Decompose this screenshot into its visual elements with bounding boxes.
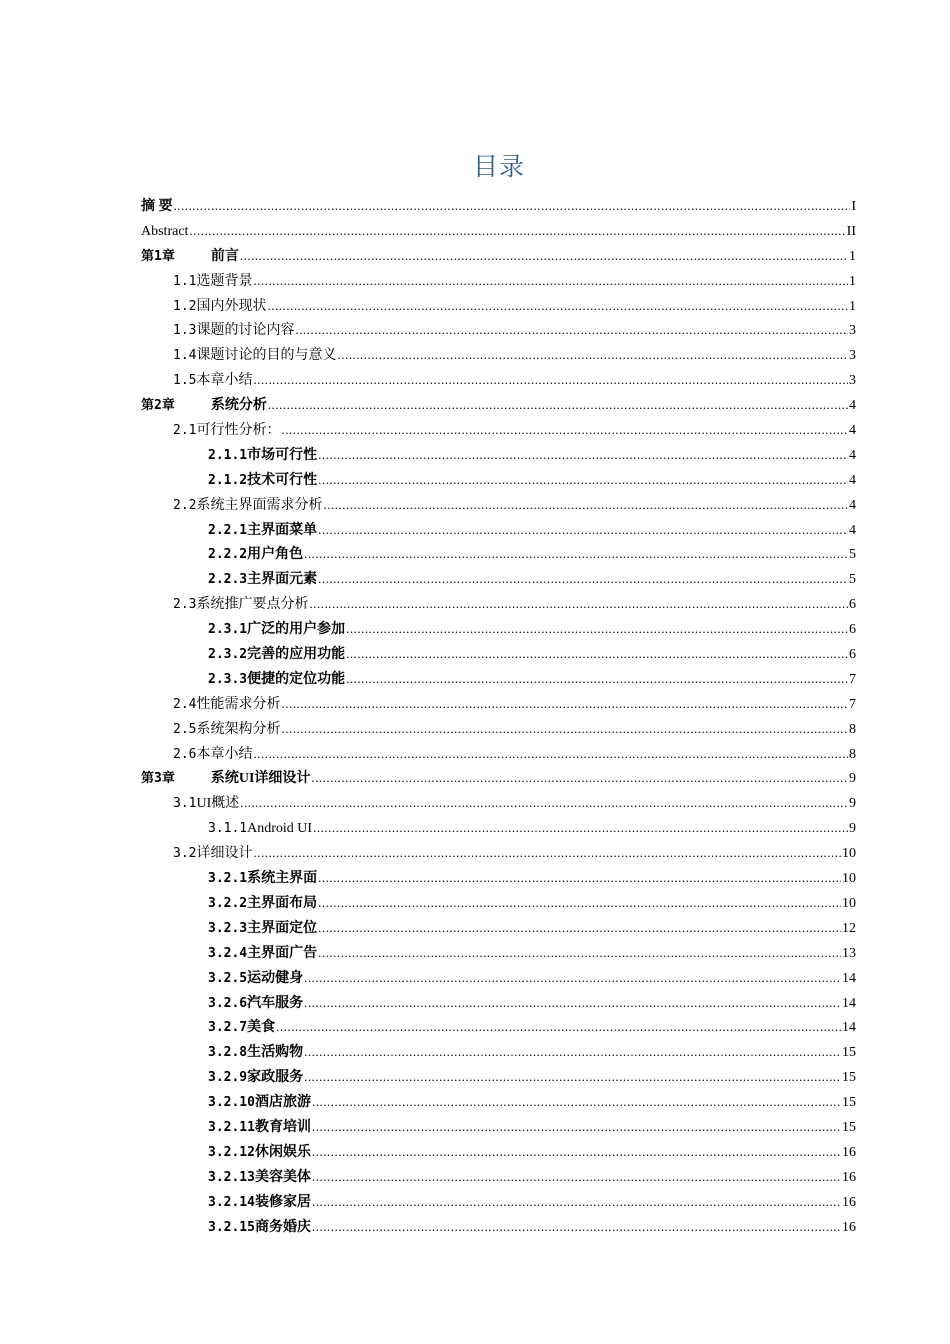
toc-entry-text: 教育培训 [254,1119,311,1135]
toc-entry-page-number: 3 [849,323,856,339]
toc-entry-page-number: 4 [849,398,856,414]
toc-entry[interactable] [141,742,856,767]
toc-entry-text: 市场可行性 [247,447,318,463]
toc-entry-label [173,718,280,743]
toc-entry[interactable] [141,667,856,692]
toc-entry[interactable] [141,816,856,841]
toc-entry-text: 主界面广告 [247,945,318,961]
toc-entry-text: 美容美体 [254,1169,311,1185]
dot-leader [312,1190,841,1215]
toc-entry-text: Abstract [141,223,189,239]
toc-entry[interactable] [141,1040,856,1065]
toc-entry[interactable] [141,244,856,269]
toc-entry-text: 本章小结 [196,373,253,389]
toc-title: 目录 [472,152,525,181]
dot-leader [312,1165,841,1190]
toc-entry-number: 3.1 [173,796,197,812]
toc-entry-label [173,593,308,618]
toc-entry-label [208,1191,311,1216]
toc-entry-page-number: 3 [849,348,856,364]
toc-entry-page-number: 15 [842,1119,856,1135]
toc-entry-number: 2.3.2 [208,647,248,663]
dot-leader [318,567,848,592]
toc-entry-text: 前言 [210,248,239,264]
toc-entry-text: 美食 [247,1020,276,1036]
toc-entry-number: 3.1.1 [208,821,248,837]
toc-entry-label [208,643,345,668]
dot-leader [304,1065,841,1090]
toc-entry[interactable] [141,1090,856,1115]
dot-leader [304,1040,841,1065]
toc-entry-number: 3.2.13 [208,1169,255,1185]
toc-entry-page-number: 10 [842,871,856,887]
toc-entry-label [208,469,317,494]
toc-entry[interactable] [141,592,856,617]
toc-entry-text: 系统主界面 [247,871,318,887]
toc-entry-number: 3.2.15 [208,1219,255,1235]
toc-entry[interactable] [141,1065,856,1090]
toc-entry-text: 生活购物 [247,1045,304,1061]
dot-leader [189,219,845,244]
toc-entry-number: 2.5 [173,721,197,737]
toc-entry[interactable] [141,692,856,717]
dot-leader [346,642,848,667]
toc-entry-page-number: 4 [849,472,856,488]
dot-leader [318,518,848,543]
toc-entry-number: 3.2.10 [208,1095,255,1111]
dot-leader [240,244,848,269]
toc-entry-text: 可行性分析： [196,423,281,439]
dot-leader [312,1115,841,1140]
toc-entry-page-number: 4 [849,497,856,513]
toc-entry[interactable] [141,343,856,368]
toc-entry-number: 2.1 [173,423,197,439]
toc-entry-page-number: 6 [849,622,856,638]
toc-entry-page-number: 15 [842,1045,856,1061]
toc-entry-label [208,967,303,992]
toc-entry[interactable] [141,567,856,592]
toc-entry-number: 3.2.6 [208,995,248,1011]
toc-entry-page-number: 16 [842,1194,856,1210]
toc-entry[interactable] [141,269,856,294]
toc-entry-label [208,867,317,892]
toc-entry-label [141,195,173,220]
toc-entry-page-number: 16 [842,1219,856,1235]
toc-entry[interactable] [141,1140,856,1165]
toc-entry-number: 1.3 [173,323,197,339]
toc-entry-label [173,792,239,817]
toc-entry-page-number: 10 [842,895,856,911]
toc-entry[interactable] [141,542,856,567]
toc-entry-label [208,1091,311,1116]
toc-entry-number: 2.2.1 [208,522,248,538]
toc-entry-page-number: 15 [842,1070,856,1086]
toc-entry-text: 广泛的用户参加 [247,622,346,638]
toc-entry-label [173,270,252,295]
dot-leader [311,766,848,791]
toc-entry-label [208,917,317,942]
toc-entry[interactable] [141,866,856,891]
toc-entry-text: 完善的应用功能 [247,647,346,663]
toc-entry[interactable] [141,891,856,916]
table-of-contents [141,194,856,1239]
toc-entry-label [208,519,317,544]
toc-entry-label [173,842,252,867]
dot-leader [174,194,851,219]
toc-entry[interactable] [141,617,856,642]
toc-entry-page-number: 13 [842,945,856,961]
toc-entry[interactable] [141,991,856,1016]
toc-entry[interactable] [141,318,856,343]
dot-leader [281,418,848,443]
dot-leader [312,1215,841,1240]
toc-entry-label [173,494,322,519]
dot-leader [281,692,848,717]
toc-entry-page-number: 6 [849,597,856,613]
toc-entry-text: 本章小结 [196,746,253,762]
toc-entry[interactable] [141,194,856,219]
toc-entry-number: 1.1 [173,273,197,289]
toc-entry-number: 2.4 [173,696,197,712]
toc-entry-label [208,668,345,693]
toc-entry-page-number: 6 [849,647,856,663]
toc-entry-text: 便捷的定位功能 [247,671,346,687]
toc-entry-number: 第3章 [141,771,175,787]
dot-leader [346,667,848,692]
dot-leader [304,966,841,991]
toc-entry-label [208,942,317,967]
toc-entry[interactable] [141,642,856,667]
toc-entry-page-number: 9 [849,771,856,787]
dot-leader [253,742,848,767]
toc-entry-label [208,444,317,469]
toc-entry-text: 系统UI详细设计 [210,771,311,787]
toc-entry-text: 选题背景 [196,273,253,289]
toc-entry-number: 2.1.2 [208,472,248,488]
dot-leader [318,443,848,468]
toc-entry-number: 2.6 [173,746,197,762]
toc-entry-label [208,1066,303,1091]
toc-entry-label [173,693,280,718]
dot-leader [318,941,841,966]
toc-entry-text: 性能需求分析 [196,696,281,712]
toc-entry[interactable] [141,1165,856,1190]
toc-entry[interactable] [141,841,856,866]
toc-entry-label [208,543,303,568]
toc-entry-number: 2.2 [173,497,197,513]
toc-entry-label [208,892,317,917]
toc-entry-text: 主界面元素 [247,572,318,588]
toc-entry[interactable] [141,916,856,941]
toc-entry-text: 系统推广要点分析 [196,597,309,613]
toc-entry-label [208,1041,303,1066]
toc-entry-page-number: 7 [849,671,856,687]
toc-entry[interactable] [141,1015,856,1040]
dot-leader [276,1015,841,1040]
toc-entry-label [208,568,317,593]
toc-entry-text: 课题的讨论内容 [196,323,295,339]
toc-entry-page-number: 14 [842,1020,856,1036]
toc-entry-page-number: I [851,199,856,214]
toc-entry-label [173,369,252,394]
toc-entry[interactable] [141,1115,856,1140]
dot-leader [318,866,841,891]
toc-entry-page-number: 1 [849,298,856,314]
dot-leader [304,991,841,1016]
toc-entry-text: 酒店旅游 [254,1095,311,1111]
toc-entry-label [141,394,267,419]
toc-entry-text: 用户角色 [247,547,304,563]
toc-entry-page-number: 7 [849,696,856,712]
toc-entry-number: 3.2.4 [208,945,248,961]
dot-leader [253,269,848,294]
toc-entry[interactable] [141,941,856,966]
toc-entry[interactable] [141,493,856,518]
toc-entry-text: 商务婚庆 [254,1219,311,1235]
toc-entry-number: 2.3.1 [208,622,248,638]
toc-entry-number: 3.2.11 [208,1119,255,1135]
dot-leader [323,493,848,518]
toc-entry-text: 主界面定位 [247,920,318,936]
toc-entry-text: 主界面布局 [247,895,318,911]
toc-entry-number: 2.1.1 [208,447,248,463]
dot-leader [313,816,848,841]
toc-entry-page-number: 8 [849,721,856,737]
toc-entry-number: 3.2.3 [208,920,248,936]
toc-entry-page-number: 1 [849,248,856,264]
toc-entry[interactable] [141,1190,856,1215]
toc-entry-number: 1.4 [173,348,197,364]
toc-entry[interactable] [141,966,856,991]
toc-entry[interactable] [141,294,856,319]
toc-entry-text: 休闲娱乐 [254,1144,311,1160]
toc-entry-page-number: 5 [849,572,856,588]
toc-entry-page-number: 4 [849,447,856,463]
toc-entry-page-number: 4 [849,522,856,538]
dot-leader [281,717,848,742]
toc-entry-number: 1.5 [173,373,197,389]
toc-entry-text: 国内外现状 [196,298,267,314]
toc-entry-page-number: 9 [849,796,856,812]
toc-entry-page-number: 16 [842,1169,856,1185]
toc-entry-number: 第1章 [141,248,175,264]
toc-entry-number: 2.3 [173,597,197,613]
toc-entry-label [208,992,303,1017]
dot-leader [318,468,848,493]
toc-entry-page-number: 8 [849,746,856,762]
toc-entry-number: 1.2 [173,298,197,314]
toc-entry-text: 系统主界面需求分析 [196,497,323,513]
toc-entry-text: 主界面菜单 [247,522,318,538]
toc-entry-number: 3.2.14 [208,1194,255,1210]
toc-entry-number: 第2章 [141,398,175,414]
toc-entry-label [141,767,310,792]
dot-leader [312,1090,841,1115]
toc-entry[interactable] [141,766,856,791]
dot-leader [318,916,841,941]
toc-entry-number: 2.3.3 [208,671,248,687]
toc-entry[interactable] [141,443,856,468]
toc-entry-number: 3.2.8 [208,1045,248,1061]
toc-entry[interactable] [141,518,856,543]
toc-entry-number: 2.2.3 [208,572,248,588]
dot-leader [346,617,848,642]
toc-entry-text: 系统分析 [210,398,267,414]
toc-entry-number: 3.2.7 [208,1020,248,1036]
toc-entry-text: 汽车服务 [247,995,304,1011]
dot-leader [304,542,848,567]
toc-entry-page-number: II [846,223,856,239]
dot-leader [312,1140,841,1165]
toc-entry-number: 3.2.1 [208,871,248,887]
toc-entry-text: 运动健身 [247,970,304,986]
toc-entry-number: 2.2.2 [208,547,248,563]
dot-leader [240,791,848,816]
toc-entry-page-number: 12 [842,920,856,936]
toc-entry-label [173,743,252,768]
toc-entry[interactable] [141,791,856,816]
toc-entry-label [173,295,266,320]
toc-entry-label [208,817,312,842]
toc-entry-page-number: 14 [842,970,856,986]
toc-entry-number: 3.2.12 [208,1144,255,1160]
toc-entry-text: 技术可行性 [247,472,318,488]
toc-entry-page-number: 1 [849,273,856,289]
toc-entry[interactable] [141,468,856,493]
toc-entry-text: 摘 要 [141,199,173,214]
toc-entry-label [208,1016,275,1041]
toc-entry-text: UI概述 [196,796,240,812]
toc-entry[interactable] [141,368,856,393]
toc-entry-number: 3.2.2 [208,895,248,911]
toc-entry-text: 装修家居 [254,1194,311,1210]
toc-entry[interactable] [141,418,856,443]
toc-entry-page-number: 9 [849,821,856,837]
toc-entry-label [208,618,345,643]
dot-leader [295,318,848,343]
toc-entry-label [173,319,294,344]
toc-entry-page-number: 14 [842,995,856,1011]
dot-leader [337,343,848,368]
toc-entry-text: 课题讨论的目的与意义 [196,348,337,364]
dot-leader [318,891,841,916]
dot-leader [268,393,848,418]
toc-entry-text: 详细设计 [196,846,253,862]
toc-entry-label [141,220,188,245]
toc-entry-page-number: 4 [849,423,856,439]
toc-entry-label [173,419,280,444]
dot-leader [253,368,848,393]
toc-entry-number: 3.2 [173,846,197,862]
dot-leader [253,841,841,866]
dot-leader [309,592,848,617]
toc-entry[interactable] [141,393,856,418]
toc-entry-text: 家政服务 [247,1070,304,1086]
toc-entry-page-number: 16 [842,1144,856,1160]
toc-entry[interactable] [141,1215,856,1240]
toc-entry[interactable] [141,717,856,742]
toc-entry-label [208,1166,311,1191]
toc-entry-page-number: 10 [842,846,856,862]
toc-entry-page-number: 3 [849,373,856,389]
toc-entry-label [208,1116,311,1141]
toc-entry-label [173,344,336,369]
toc-entry-page-number: 5 [849,547,856,563]
toc-entry-number: 3.2.5 [208,970,248,986]
toc-entry-label [208,1216,311,1241]
toc-entry-label [141,245,239,270]
toc-entry-text: Android UI [247,821,313,837]
dot-leader [267,294,848,319]
toc-entry-text: 系统架构分析 [196,721,281,737]
toc-entry-page-number: 15 [842,1095,856,1111]
toc-entry-label [208,1141,311,1166]
toc-entry[interactable] [141,219,856,244]
toc-entry-number: 3.2.9 [208,1070,248,1086]
